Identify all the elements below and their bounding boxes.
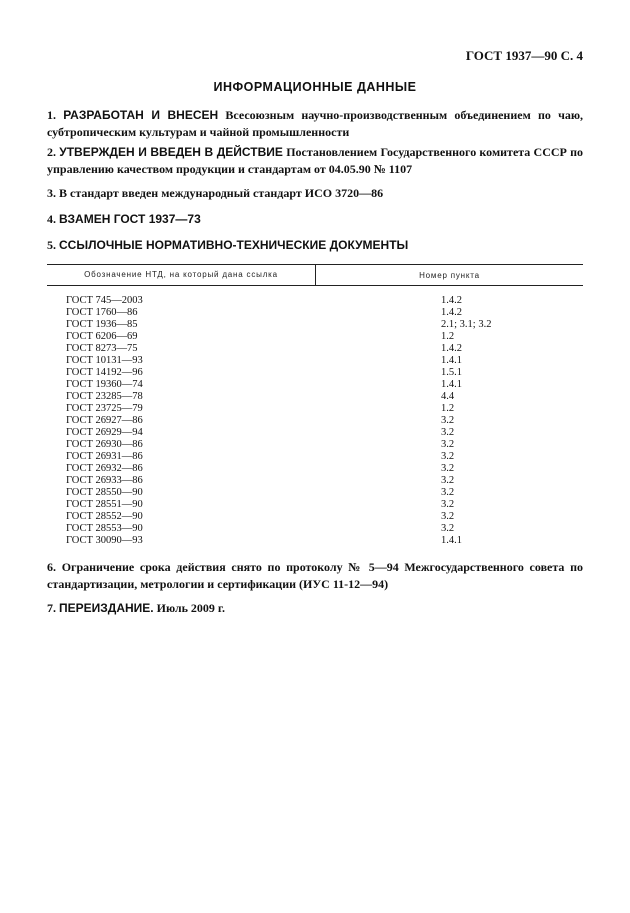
reference-documents-table bbox=[47, 264, 583, 547]
cell-document: ГОСТ 26932—86 bbox=[66, 463, 143, 474]
section-number: 2. bbox=[47, 145, 56, 159]
cell-document: ГОСТ 19360—74 bbox=[66, 379, 143, 390]
section-3 bbox=[47, 185, 583, 202]
cell-item: 3.2 bbox=[441, 463, 455, 474]
table-row bbox=[47, 523, 583, 535]
cell-item: 3.2 bbox=[441, 427, 455, 438]
cell-document: ГОСТ 14192—96 bbox=[66, 367, 143, 378]
table-row bbox=[47, 451, 583, 463]
cell-item: 3.2 bbox=[441, 451, 455, 462]
section-heading: ССЫЛОЧНЫЕ НОРМАТИВНО-ТЕХНИЧЕСКИЕ ДОКУМЕНТЫ bbox=[59, 238, 409, 252]
section-2 bbox=[47, 144, 583, 178]
table-row bbox=[47, 319, 583, 331]
cell-item: 1.4.2 bbox=[441, 295, 462, 306]
cell-item: 1.4.1 bbox=[441, 355, 462, 366]
section-5 bbox=[47, 237, 583, 254]
cell-document: ГОСТ 26931—86 bbox=[66, 451, 143, 462]
section-text: Июль 2009 г. bbox=[156, 601, 226, 615]
section-text: В стандарт введен международный стандарт ИСО 3720—86 bbox=[59, 186, 384, 200]
table-row bbox=[47, 343, 583, 355]
table-row bbox=[47, 415, 583, 427]
section-6 bbox=[47, 559, 583, 593]
table-row bbox=[47, 295, 583, 307]
section-1 bbox=[47, 107, 583, 141]
cell-document: ГОСТ 30090—93 bbox=[66, 535, 143, 546]
table-body bbox=[47, 295, 583, 547]
cell-item: 3.2 bbox=[441, 511, 455, 522]
cell-document: ГОСТ 26927—86 bbox=[66, 415, 143, 426]
table-row bbox=[47, 403, 583, 415]
cell-document: ГОСТ 10131—93 bbox=[66, 355, 143, 366]
section-heading: ПЕРЕИЗДАНИЕ. bbox=[59, 601, 154, 615]
cell-document: ГОСТ 28551—90 bbox=[66, 499, 143, 510]
table-row bbox=[47, 475, 583, 487]
section-7 bbox=[47, 600, 583, 617]
cell-item: 1.4.1 bbox=[441, 535, 462, 546]
section-number: 5. bbox=[47, 238, 56, 252]
cell-document: ГОСТ 28553—90 bbox=[66, 523, 143, 534]
table-row bbox=[47, 379, 583, 391]
section-heading: УТВЕРЖДЕН И ВВЕДЕН В ДЕЙСТВИЕ bbox=[59, 145, 283, 159]
section-text: Ограничение срока действия снято по протоколу № 5—94 Межгосударственного совета по стандартизации, метрологии и сертификации (ИУС 11-12—94) bbox=[47, 560, 584, 591]
cell-document: ГОСТ 1760—86 bbox=[66, 307, 138, 318]
section-number: 7. bbox=[47, 601, 56, 615]
cell-item: 2.1; 3.1; 3.2 bbox=[441, 319, 492, 330]
section-heading: РАЗРАБОТАН И ВНЕСЕН bbox=[63, 108, 219, 122]
column-header-item: Номер пункта bbox=[419, 270, 480, 280]
table-row bbox=[47, 487, 583, 499]
cell-document: ГОСТ 745—2003 bbox=[66, 295, 143, 306]
cell-document: ГОСТ 28552—90 bbox=[66, 511, 143, 522]
table-row bbox=[47, 463, 583, 475]
cell-document: ГОСТ 26930—86 bbox=[66, 439, 143, 450]
section-4 bbox=[47, 211, 583, 228]
cell-document: ГОСТ 28550—90 bbox=[66, 487, 143, 498]
page-header: ГОСТ 1937—90 С. 4 bbox=[465, 48, 583, 63]
cell-item: 3.2 bbox=[441, 415, 455, 426]
cell-document: ГОСТ 26929—94 bbox=[66, 427, 143, 438]
cell-document: ГОСТ 8273—75 bbox=[66, 343, 138, 354]
cell-item: 3.2 bbox=[441, 487, 455, 498]
cell-item: 3.2 bbox=[441, 439, 455, 450]
cell-item: 4.4 bbox=[441, 391, 455, 402]
cell-document: ГОСТ 23285—78 bbox=[66, 391, 143, 402]
page-title: ИНФОРМАЦИОННЫЕ ДАННЫЕ bbox=[213, 80, 417, 94]
cell-item: 1.4.2 bbox=[441, 307, 462, 318]
table-row bbox=[47, 355, 583, 367]
section-number: 3. bbox=[47, 186, 56, 200]
cell-item: 1.4.2 bbox=[441, 343, 462, 354]
table-row bbox=[47, 499, 583, 511]
cell-item: 1.4.1 bbox=[441, 379, 462, 390]
cell-document: ГОСТ 23725—79 bbox=[66, 403, 143, 414]
cell-item: 1.2 bbox=[441, 403, 455, 414]
table-row bbox=[47, 367, 583, 379]
table-row bbox=[47, 331, 583, 343]
section-heading: ВЗАМЕН ГОСТ 1937—73 bbox=[59, 212, 201, 226]
section-number: 6. bbox=[47, 560, 56, 574]
section-text: Постановлением Государственного комитета СССР по управлению качеством продукции и стандартам от 04.05.90 № 1107 bbox=[47, 145, 584, 176]
section-number: 1. bbox=[47, 108, 56, 122]
table-row bbox=[47, 307, 583, 319]
table-row bbox=[47, 511, 583, 523]
column-header-document: Обозначение НТД, на который дана ссылка bbox=[47, 265, 316, 285]
table-row bbox=[47, 427, 583, 439]
table-row bbox=[47, 391, 583, 403]
table-row bbox=[47, 535, 583, 547]
cell-document: ГОСТ 6206—69 bbox=[66, 331, 138, 342]
table-header bbox=[47, 264, 583, 286]
cell-document: ГОСТ 1936—85 bbox=[66, 319, 138, 330]
cell-item: 1.2 bbox=[441, 331, 455, 342]
cell-document: ГОСТ 26933—86 bbox=[66, 475, 143, 486]
section-number: 4. bbox=[47, 212, 56, 226]
cell-item: 3.2 bbox=[441, 475, 455, 486]
cell-item: 3.2 bbox=[441, 523, 455, 534]
section-text: Всесоюзным научно-производственным объединением по чаю, субтропическим культурам и чайной промышленности bbox=[47, 108, 584, 139]
cell-item: 3.2 bbox=[441, 499, 455, 510]
table-row bbox=[47, 439, 583, 451]
cell-item: 1.5.1 bbox=[441, 367, 462, 378]
